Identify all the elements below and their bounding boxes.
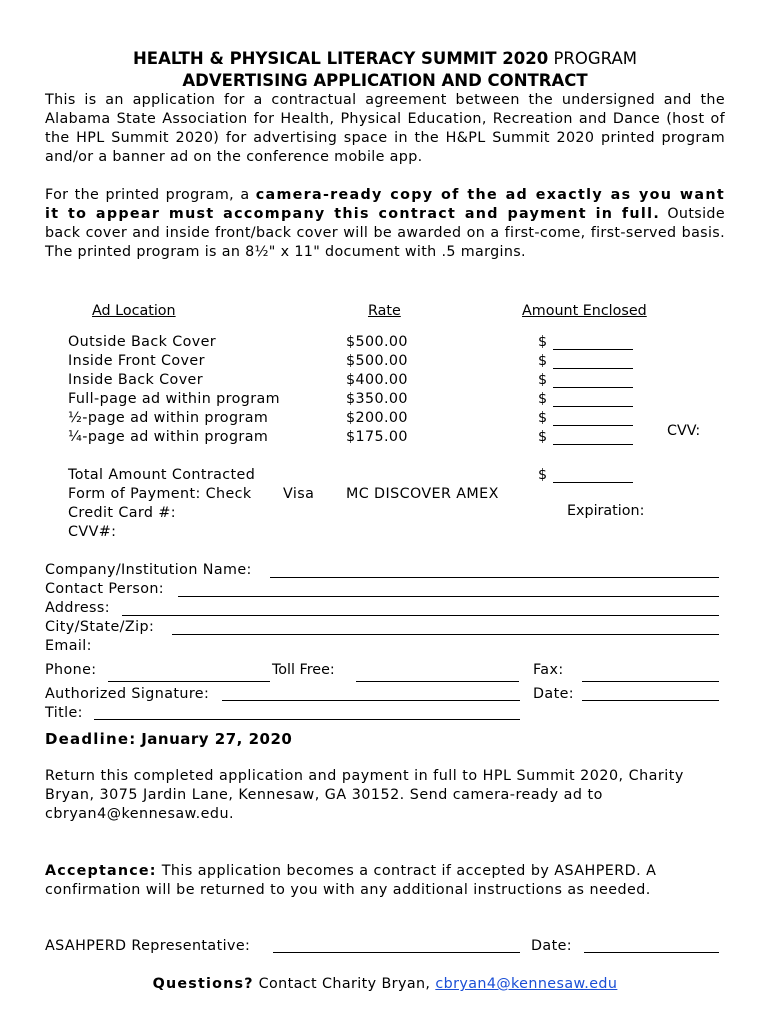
header-ad-location: Ad Location (92, 303, 176, 319)
payment-options-other[interactable]: MC DISCOVER AMEX (346, 486, 499, 502)
tollfree-label: Toll Free: (272, 662, 335, 678)
amount-field[interactable] (553, 406, 633, 407)
signature-date-label: Date: (533, 686, 574, 702)
payment-form-label: Form of Payment: Check (68, 486, 252, 502)
row-rate: $350.00 (346, 391, 408, 407)
row-location: Outside Back Cover (68, 334, 217, 350)
row-currency: $ (538, 410, 548, 426)
phone-field[interactable] (108, 681, 270, 682)
row-currency: $ (538, 353, 548, 369)
title-field[interactable] (94, 719, 520, 720)
contact-person-field[interactable] (178, 596, 719, 597)
row-location: Inside Front Cover (68, 353, 205, 369)
header-amount-enclosed: Amount Enclosed (522, 303, 647, 319)
representative-date-field[interactable] (584, 952, 719, 953)
header-rate: Rate (368, 303, 401, 319)
fax-label: Fax: (533, 662, 564, 678)
printed-rest: Outside back cover and inside front/back cover will be awarded on a first-come, first-served basis. The printed program is an 8½" x 11" document with .5 margins. (45, 206, 725, 260)
row-currency: $ (538, 372, 548, 388)
company-label: Company/Institution Name: (45, 562, 252, 578)
fax-field[interactable] (582, 681, 719, 682)
signature-field[interactable] (222, 700, 520, 701)
deadline (45, 730, 292, 749)
doc-title-line2: ADVERTISING APPLICATION AND CONTRACT (182, 71, 588, 90)
contact-person-label: Contact Person: (45, 581, 165, 597)
questions-line (0, 975, 770, 994)
email-label: Email: (45, 638, 92, 654)
row-currency: $ (538, 334, 548, 350)
company-field[interactable] (270, 577, 719, 578)
row-location: ½-page ad within program (68, 410, 269, 426)
row-location: ¼-page ad within program (68, 429, 269, 445)
questions-text: Contact Charity Bryan, (253, 976, 436, 992)
tollfree-field[interactable] (356, 681, 519, 682)
cvv-label-right: CVV: (667, 423, 701, 439)
questions-label: Questions? (152, 976, 254, 992)
contact-email-link[interactable]: cbryan4@kennesaw.edu (435, 976, 618, 992)
amount-field[interactable] (553, 368, 633, 369)
address-field[interactable] (122, 615, 719, 616)
printed-bold: camera-ready copy of the ad exactly as you want it to appear must accompany this contract and payment in full. (45, 187, 725, 222)
printed-lead: For the printed program, a (45, 187, 256, 203)
cvv-label: CVV#: (68, 524, 117, 540)
doc-title-bold: HEALTH & PHYSICAL LITERACY SUMMIT 2020 (133, 49, 549, 68)
row-rate: $200.00 (346, 410, 408, 426)
acceptance-label: Acceptance: (45, 863, 157, 879)
signature-date-field[interactable] (582, 700, 719, 701)
doc-title-line1 (0, 48, 770, 70)
representative-field[interactable] (273, 952, 520, 953)
amount-field[interactable] (553, 425, 633, 426)
title-label: Title: (45, 705, 83, 721)
deadline-value: January 27, 2020 (141, 730, 293, 748)
row-rate: $175.00 (346, 429, 408, 445)
total-label: Total Amount Contracted (68, 467, 256, 483)
signature-label: Authorized Signature: (45, 686, 210, 702)
total-currency: $ (538, 467, 548, 483)
city-field[interactable] (172, 634, 719, 635)
return-instructions: Return this completed application and payment in full to HPL Summit 2020, Charity Bryan, 3075 Jardin Lane, Kennesaw, GA 30152. Send camera-ready ad to cbryan4@kennesaw.edu. (45, 768, 684, 822)
intro-paragraph: This is an application for a contractual agreement between the undersigned and the Alabama State Association for Health, Physical Education, Recreation and Dance (host of the HPL Summit 2020) for advertising space in the H&PL Summit 2020 printed program and/or a banner ad on the conference mobile app. (45, 92, 725, 165)
row-rate: $500.00 (346, 353, 408, 369)
row-rate: $400.00 (346, 372, 408, 388)
deadline-label: Deadline: (45, 730, 137, 748)
row-currency: $ (538, 429, 548, 445)
total-amount-field[interactable] (553, 482, 633, 483)
representative-date-label: Date: (531, 938, 572, 954)
address-label: Address: (45, 600, 110, 616)
row-location: Full-page ad within program (68, 391, 280, 407)
acceptance-text: This application becomes a contract if accepted by ASAHPERD. A confirmation will be returned to you with any additional instructions as needed. (45, 863, 657, 898)
representative-label: ASAHPERD Representative: (45, 938, 251, 954)
printed-program-paragraph (45, 186, 725, 262)
amount-field[interactable] (553, 349, 633, 350)
row-currency: $ (538, 391, 548, 407)
row-location: Inside Back Cover (68, 372, 204, 388)
amount-field[interactable] (553, 387, 633, 388)
payment-option-visa[interactable]: Visa (283, 486, 315, 502)
credit-card-label: Credit Card #: (68, 505, 176, 521)
phone-label: Phone: (45, 662, 97, 678)
amount-field[interactable] (553, 444, 633, 445)
city-label: City/State/Zip: (45, 619, 155, 635)
doc-title-rest: PROGRAM (548, 49, 637, 68)
expiration-label: Expiration: (567, 503, 645, 519)
acceptance-paragraph (45, 862, 725, 900)
row-rate: $500.00 (346, 334, 408, 350)
